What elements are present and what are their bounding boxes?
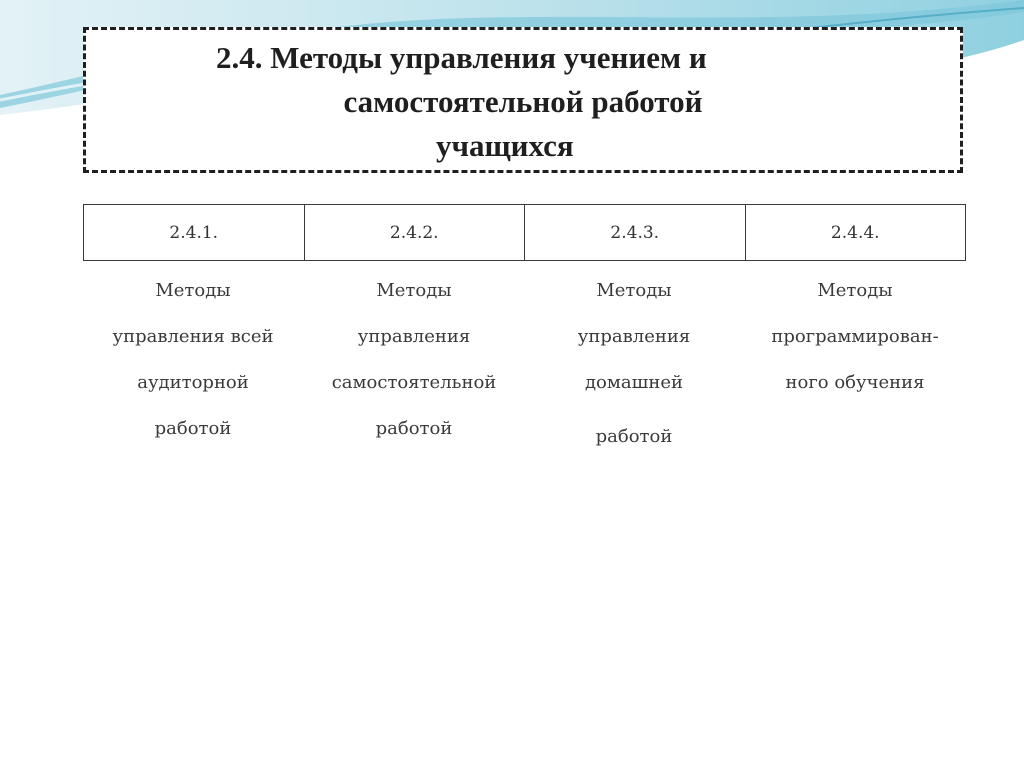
description-line: аудиторной bbox=[137, 372, 249, 393]
code-cell-4: 2.4.4. bbox=[745, 205, 966, 261]
description-line: Методы bbox=[596, 280, 672, 301]
description-line: работой bbox=[375, 418, 453, 439]
description-4 bbox=[745, 268, 965, 406]
code-cell-2: 2.4.2. bbox=[304, 205, 525, 261]
description-line: управления всей bbox=[112, 326, 274, 347]
description-line: Методы bbox=[155, 280, 231, 301]
description-line: Методы bbox=[376, 280, 452, 301]
description-3 bbox=[524, 268, 744, 460]
description-1 bbox=[83, 268, 303, 452]
description-line: Методы bbox=[817, 280, 893, 301]
table-row bbox=[84, 205, 966, 261]
title-line-3: учащихся bbox=[436, 128, 574, 163]
description-line: управления bbox=[577, 326, 691, 347]
description-line: работой bbox=[595, 426, 673, 447]
description-line: домашней bbox=[584, 372, 684, 393]
description-line: самостоятельной bbox=[331, 372, 497, 393]
description-2 bbox=[304, 268, 524, 452]
code-cell-1: 2.4.1. bbox=[84, 205, 305, 261]
description-line: программирован- bbox=[771, 326, 939, 347]
title-line-2: самостоятельной работой bbox=[343, 84, 703, 119]
description-line: управления bbox=[357, 326, 471, 347]
title-line-1: 2.4. Методы управления учением и bbox=[216, 40, 707, 75]
section-codes-table bbox=[83, 204, 966, 261]
title-box bbox=[83, 27, 963, 173]
description-line: ного обучения bbox=[785, 372, 925, 393]
description-line: работой bbox=[154, 418, 232, 439]
code-cell-3: 2.4.3. bbox=[525, 205, 746, 261]
